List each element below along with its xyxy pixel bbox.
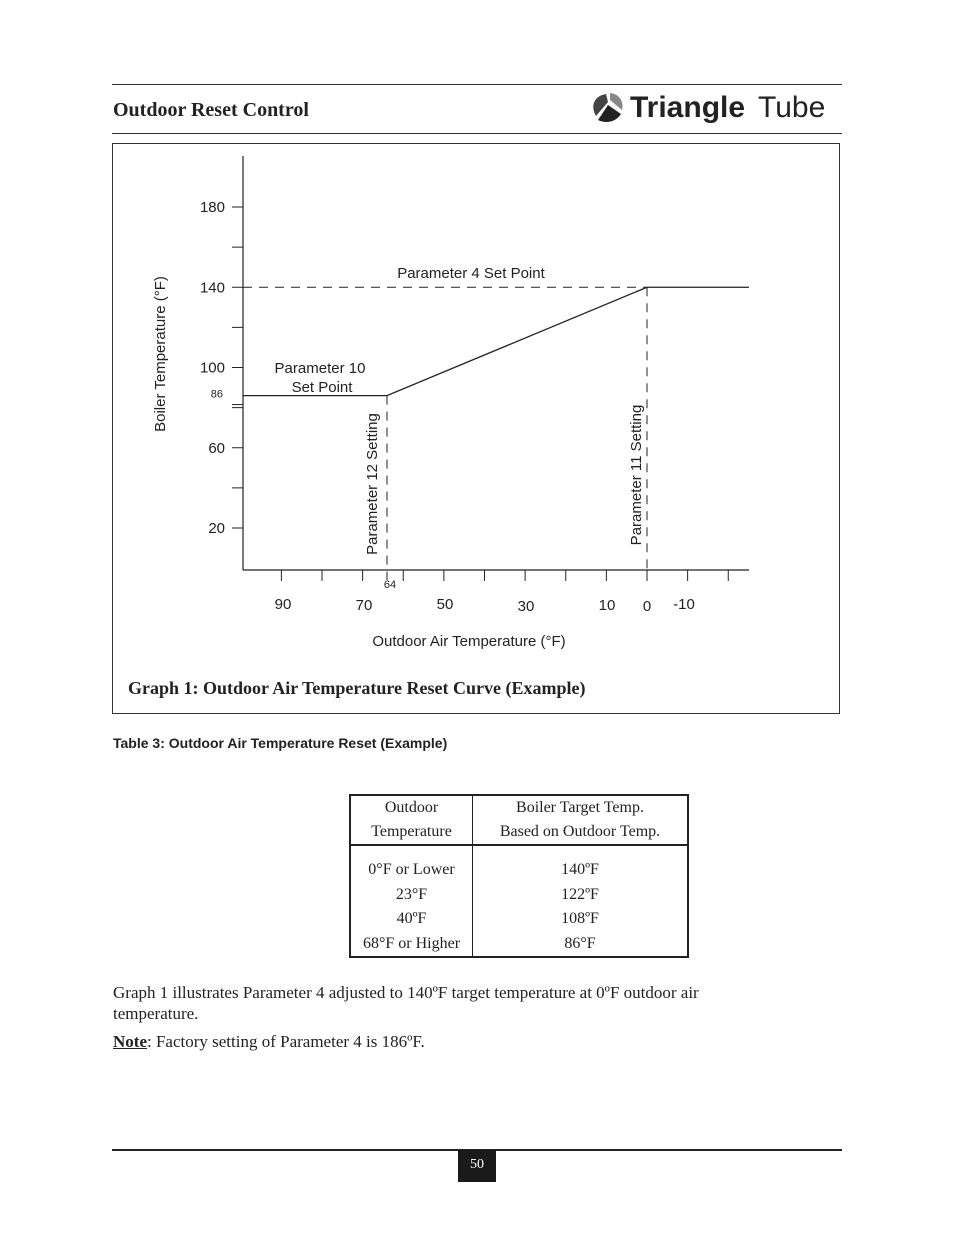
top-rule bbox=[112, 84, 842, 85]
parameter-10-label: Parameter 10 bbox=[274, 360, 366, 377]
x-tick-label: 30 bbox=[517, 598, 535, 615]
chart-labels bbox=[152, 265, 645, 650]
table-row bbox=[350, 907, 688, 932]
table-cell: 108ºF bbox=[561, 910, 599, 927]
x-tick-label: 10 bbox=[598, 597, 616, 614]
body-paragraph: Graph 1 illustrates Parameter 4 adjusted to 140ºF target temperature at 0ºF outdoor air temperature. bbox=[113, 983, 699, 1023]
logo-text-tube: Tube bbox=[758, 91, 826, 124]
reset-table bbox=[349, 794, 689, 958]
x-tick-label: 0 bbox=[642, 598, 652, 615]
y-ticks bbox=[200, 199, 243, 537]
graph-frame bbox=[112, 143, 840, 714]
table-cell: 122ºF bbox=[561, 885, 599, 903]
table-cell: 23°F bbox=[350, 883, 473, 908]
table-row bbox=[350, 845, 688, 883]
table-row bbox=[350, 883, 688, 908]
note-label: Note bbox=[113, 1032, 147, 1051]
x-tick-label: 70 bbox=[355, 597, 373, 614]
table-cell: 140ºF bbox=[561, 861, 599, 878]
parameter-4-label: Parameter 4 Set Point bbox=[397, 265, 545, 282]
y-tick-label: 140 bbox=[199, 279, 225, 297]
header-rule bbox=[112, 133, 842, 134]
parameter-11-label: Parameter 11 Setting bbox=[628, 404, 645, 546]
y-tick-label: 180 bbox=[199, 199, 225, 216]
parameter-12-label: Parameter 12 Setting bbox=[364, 413, 381, 555]
graph-caption: Graph 1: Outdoor Air Temperature Reset Curve (Example) bbox=[128, 678, 586, 698]
reference-lines bbox=[243, 287, 647, 580]
logo-mark-icon bbox=[593, 93, 622, 122]
header-outdoor-temperature bbox=[350, 795, 473, 845]
table-cell: 68°F or Higher bbox=[350, 932, 473, 958]
header-line: Based on Outdoor Temp. bbox=[499, 823, 661, 840]
x-tick-label: 64 bbox=[383, 579, 397, 591]
logo-text-triangle: Triangle bbox=[630, 91, 746, 124]
table-header-row bbox=[350, 795, 688, 845]
y-tick-label: 86 bbox=[210, 388, 223, 401]
triangle-tube-logo bbox=[588, 88, 838, 128]
page-number: 50 bbox=[458, 1150, 496, 1182]
header-line: Outdoor bbox=[384, 799, 439, 816]
set-point-label: Set Point bbox=[291, 379, 353, 396]
note-paragraph bbox=[113, 1032, 425, 1052]
note-text: : Factory setting of Parameter 4 is 186ºF. bbox=[146, 1032, 425, 1051]
table-cell: 0°F or Lower bbox=[350, 845, 473, 883]
x-tick-label: 50 bbox=[436, 596, 454, 613]
x-tick-label: -10 bbox=[673, 596, 695, 613]
x-tick-label: 90 bbox=[274, 596, 292, 613]
section-title: Outdoor Reset Control bbox=[113, 99, 309, 121]
y-tick-label: 100 bbox=[199, 359, 225, 377]
table-row bbox=[350, 932, 688, 958]
header-line: Temperature bbox=[371, 823, 452, 840]
x-axis-title: Outdoor Air Temperature (°F) bbox=[372, 633, 566, 650]
table-cell: 40ºF bbox=[350, 907, 473, 932]
header-line: Boiler Target Temp. bbox=[516, 799, 644, 816]
y-tick-label: 20 bbox=[208, 520, 225, 537]
x-ticks bbox=[275, 570, 729, 615]
header-boiler-target bbox=[473, 795, 689, 845]
table-cell: 86°F bbox=[564, 934, 596, 952]
y-tick-label: 60 bbox=[208, 439, 225, 457]
reset-curve-chart bbox=[113, 144, 839, 713]
y-axis-title: Boiler Temperature (°F) bbox=[152, 276, 169, 432]
table-caption: Table 3: Outdoor Air Temperature Reset (Example) bbox=[113, 735, 448, 751]
